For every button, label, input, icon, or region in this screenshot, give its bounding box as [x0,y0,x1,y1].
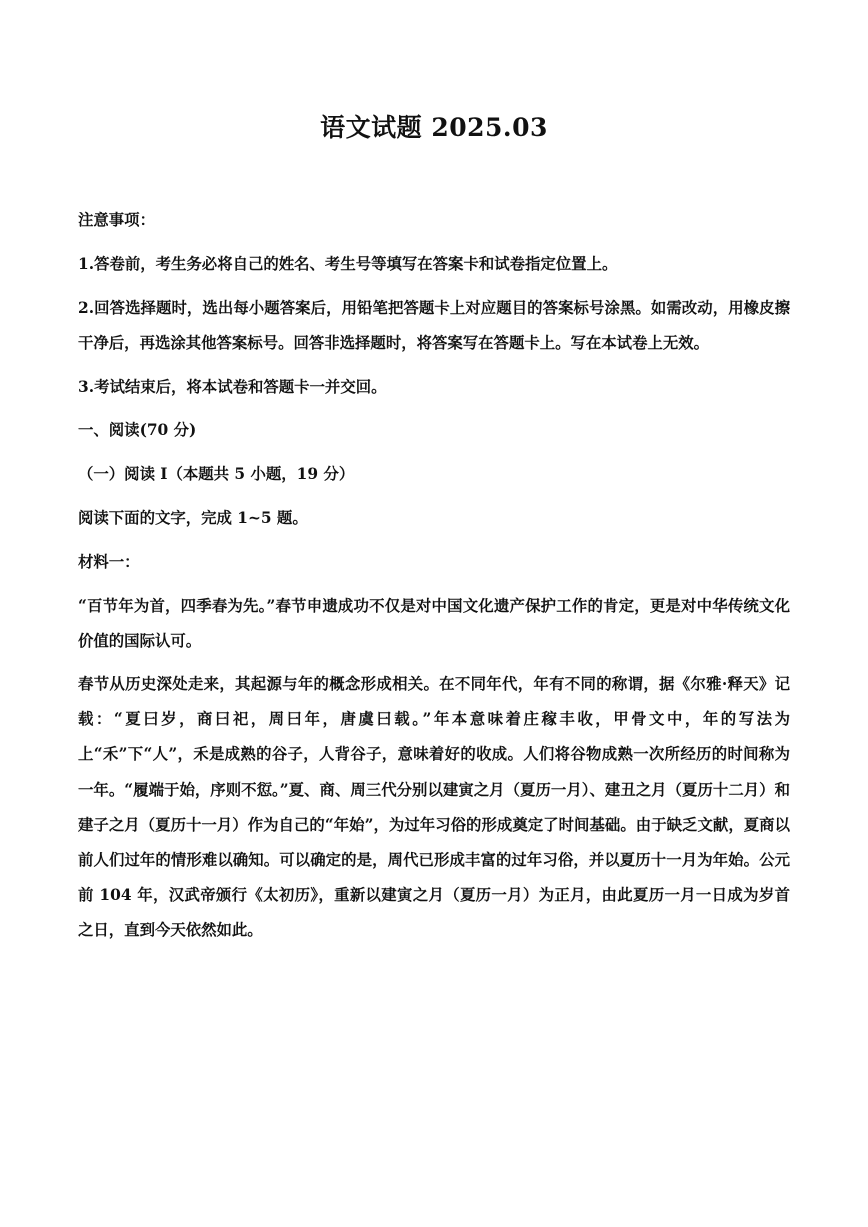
material-paragraph-1: “百节年为首，四季春为先。”春节申遗成功不仅是对中国文化遗产保护工作的肯定，更是对中华传统文化价值的国际认可。 [78,596,790,650]
notice-item-3: 3.考试结束后，将本试卷和答题卡一并交回。 [78,377,387,396]
material-paragraph-2: 春节从历史深处走来，其起源与年的概念形成相关。在不同年代，年有不同的称谓，据《尔雅·释天》记载：“夏曰岁，商曰祀，周曰年，唐虞曰载。”年本意味着庄稼丰收，甲骨文中，年的写法为上“禾”下“人”，禾是成熟的谷子，人背谷子，意味着好的收成。人们将谷物成熟一次所经历的时间称为一年。“履端于始，序则不愆。”夏、商、周三代分别以建寅之月（夏历一月）、建丑之月（夏历十二月）和建子之月（夏历十一月）作为自己的“年始”，为过年习俗的形成奠定了时间基础。由于缺乏文献，夏商以前人们过年的情形难以确知。可以确定的是，周代已形成丰富的过年习俗，并以夏历十一月为年始。公元前 104 年，汉武帝颁行《太初历》，重新以建寅之月（夏历一月）为正月，由此夏历一月一日成为岁首之日，直到今天依然如此。 [78,674,790,940]
reading-instruction: 阅读下面的文字，完成 1~5 题。 [78,508,308,527]
notice-item-1: 1.答卷前，考生务必将自己的姓名、考生号等填写在答案卡和试卷指定位置上。 [78,254,618,273]
subsection-heading: （一）阅读 I（本题共 5 小题，19 分） [78,465,355,484]
notice-heading: 注意事项： [78,211,155,229]
section-heading: 一、阅读(70 分) [78,421,197,440]
material-label: 材料一： [78,552,140,571]
page-title: 语文试题 2025.03 [320,113,548,142]
exam-content [78,203,790,949]
notice-item-2: 2.回答选择题时，选出每小题答案后，用铅笔把答题卡上对应题目的答案标号涂黑。如需改动，用橡皮擦干净后，再选涂其他答案标号。回答非选择题时，将答案写在答题卡上。写在本试卷上无效。 [78,298,790,352]
